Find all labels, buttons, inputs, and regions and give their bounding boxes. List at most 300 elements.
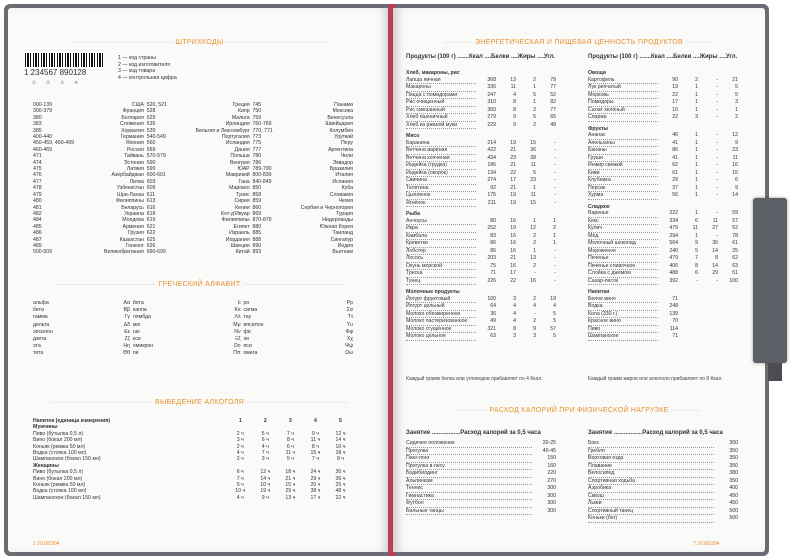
drink: Водка (стопка 100 мл) (33, 450, 87, 457)
alcohol-row (33, 495, 353, 501)
food-value: 19 (672, 84, 678, 90)
food-value: - (534, 310, 536, 317)
country: Тайвань (124, 153, 144, 160)
food-value: - (716, 139, 718, 146)
greek-row (33, 314, 353, 321)
letter-glyph: Μμ (233, 321, 241, 328)
food-group-title: Хлеб, макароны, рис (406, 70, 460, 76)
food-value: 16 (510, 240, 516, 246)
food-value: - (716, 147, 718, 153)
food-row (406, 270, 556, 278)
hours: 2 ч (236, 430, 244, 437)
country: Болгария (121, 114, 144, 121)
country: Казахстан (119, 236, 144, 243)
activity: Гребля (588, 448, 714, 456)
food-value: 13 (510, 76, 516, 83)
food-name: Свинина (406, 177, 476, 185)
food-value: 1 (553, 232, 556, 239)
food-row (588, 210, 738, 218)
sport-row (588, 455, 738, 463)
food-value: 2 (533, 262, 536, 269)
country: Чили (340, 153, 353, 160)
food-row (588, 240, 738, 248)
food-row (588, 192, 738, 200)
food-value: 4 (513, 310, 516, 317)
food-column-right (588, 66, 738, 341)
food-row (588, 278, 738, 286)
barcode-legend (118, 55, 177, 81)
food-value: 479 (669, 225, 678, 231)
calories: 500 (729, 515, 738, 521)
hours: 12 ч (260, 469, 271, 476)
food-value: 321 (487, 325, 496, 332)
food-value: 61 (672, 169, 678, 176)
country: Бельгия и Люксембург (195, 127, 250, 134)
food-name: Клубника (588, 177, 658, 185)
food-value: 2 (533, 240, 536, 246)
country: Уругвай (334, 134, 353, 141)
hours: 3 ч (261, 456, 269, 463)
food-value: - (716, 162, 718, 168)
food-name: Печенье (588, 255, 658, 263)
food-value: 5 (735, 84, 738, 90)
food-value: - (716, 76, 718, 83)
food-name: Баранина (406, 140, 476, 148)
food-value: 78 (732, 232, 738, 239)
left-page (8, 8, 391, 552)
country: Греция (232, 102, 250, 108)
food-name: Кекс (588, 218, 658, 226)
hours: 8 ч (336, 456, 344, 463)
food-value (698, 326, 718, 334)
code-range: 474 (33, 159, 42, 166)
sport-row (588, 515, 738, 523)
letter-glyph: Φφ (345, 328, 353, 335)
country: Египет (233, 223, 250, 230)
food-value: 1 (553, 240, 556, 246)
activity: Пинг-понг (406, 455, 532, 463)
code-range: 859 (249, 198, 262, 205)
food-value: 3 (533, 333, 536, 339)
code-range: 759 (249, 114, 262, 121)
food-value: 294 (669, 232, 678, 239)
country: Швейцария (325, 121, 353, 128)
letter-name: ипсилон (240, 321, 264, 328)
code-range: 603 (143, 178, 156, 185)
letter-name: пси (240, 343, 252, 350)
legend-line: 4 — контрольная цифра (118, 74, 177, 81)
food-name: Белое вино (588, 296, 658, 304)
country: Куба (341, 185, 353, 192)
code-range: 383 (33, 121, 42, 128)
food-name: Анчоусы (406, 218, 476, 226)
food-value: 2 (533, 295, 536, 302)
sport-row (406, 508, 556, 516)
country: Франция (122, 108, 144, 115)
hours: 6 ч (286, 443, 294, 450)
food-row (406, 225, 556, 233)
food-value: 2 (533, 106, 536, 113)
food-name: Бананы (588, 147, 658, 155)
food-value: 1 (695, 99, 698, 105)
food-value: - (534, 270, 536, 276)
food-name: Индейка (окорок) (406, 170, 476, 178)
food-row (406, 177, 556, 185)
calories: 220 (547, 470, 556, 476)
food-value: - (554, 262, 556, 269)
code-range: 869 (249, 210, 262, 217)
food-value: - (554, 184, 556, 191)
letter-glyph: Δδ (123, 321, 130, 328)
code-range: 478 (33, 185, 42, 192)
food-value: 479 (669, 255, 678, 261)
food-value: - (554, 255, 556, 261)
food-row (406, 147, 556, 155)
food-value: 12 (732, 132, 738, 138)
food-value (678, 311, 698, 319)
food-value: 139 (669, 310, 678, 317)
sport-row (406, 485, 556, 493)
food-name: Молочный шоколад (588, 240, 658, 248)
sport-column-right (588, 440, 738, 523)
code-range: 380 (33, 114, 42, 121)
food-value: 4 (513, 303, 516, 309)
food-value: - (696, 277, 698, 284)
food-row (588, 326, 738, 334)
food-row (588, 84, 738, 92)
country: Марокко (229, 185, 250, 192)
country: Италия (335, 172, 353, 179)
food-value: 1 (695, 147, 698, 153)
letter-glyph: Εε (124, 328, 130, 335)
food-row (588, 225, 738, 233)
food-value: 21 (510, 147, 516, 153)
country: Филиппины (221, 217, 250, 224)
food-name: Печенье сливочное (588, 263, 658, 271)
activity: Футбол (406, 500, 532, 508)
country: Великобритания (104, 249, 144, 256)
food-value: 1 (695, 132, 698, 138)
sport-row (406, 478, 556, 486)
food-value: 11 (732, 154, 738, 161)
country: Турция (336, 210, 353, 217)
food-row (588, 107, 738, 115)
hours: 7 ч (236, 475, 244, 482)
food-group-title: Напитки (588, 289, 610, 295)
food-row (588, 296, 738, 304)
code-range: 760-769 (249, 121, 272, 128)
hours: 3 ч (236, 437, 244, 444)
food-value: - (716, 210, 718, 216)
code-range: 890 (249, 242, 262, 249)
sport-row (406, 463, 556, 471)
food-value: 1 (533, 184, 536, 191)
food-value: 51 (732, 270, 738, 276)
country: Таиланд (332, 230, 353, 237)
food-value: 2 (533, 76, 536, 83)
code-range: 800-839 (249, 172, 272, 179)
drink: Водка (стопка 100 мл) (33, 488, 87, 495)
food-row (588, 255, 738, 263)
code-range: 599 (143, 166, 156, 173)
food-value (678, 326, 698, 334)
country: Гана (238, 178, 250, 185)
country: Ирландия (225, 121, 250, 128)
food-value: 2 (533, 121, 536, 128)
food-name: Помидоры (588, 99, 658, 107)
food-name: Слойка с джемом (588, 270, 658, 278)
hours: 22 ч (335, 494, 346, 501)
country: Армения (122, 223, 144, 230)
food-row (406, 278, 556, 286)
sport-header-1: Занятие .................Расход калорий за 0,5 часа (406, 430, 541, 436)
food-name: Йогурт фруктовый (406, 296, 476, 304)
food-value: 62 (672, 162, 678, 168)
hours: 18 ч (335, 450, 346, 457)
code-range: 858 (249, 191, 262, 198)
country: Тунис (235, 191, 250, 198)
food-value: 79 (550, 76, 556, 83)
code-range: 789-790 (249, 166, 272, 173)
calories: 150 (547, 455, 556, 461)
food-name: Телятина (406, 185, 476, 193)
food-value: 19 (510, 225, 516, 231)
food-value (718, 296, 738, 304)
legend-line: 1 — код страны (118, 55, 156, 61)
letter-glyph: Ζζ (124, 336, 130, 343)
food-row (588, 270, 738, 278)
hours: 29 ч (285, 488, 296, 495)
country: Венгрия (229, 159, 250, 166)
hours: 7 ч (311, 456, 319, 463)
food-value: 71 (672, 333, 678, 339)
food-row (406, 200, 556, 208)
food-row (406, 218, 556, 226)
greek-row (33, 307, 353, 314)
letter-glyph: Ββ (123, 307, 130, 314)
letter-glyph: Ξξ (234, 336, 241, 343)
food-row (406, 84, 556, 92)
hours: 6 ч (261, 437, 269, 444)
sport-header-2: Занятие .................Расход калорий за 0,5 часа (588, 430, 723, 436)
barcode-section-title: —————————————— ШТРИХКОДЫ —————————————— (71, 39, 328, 46)
food-value: 64 (490, 303, 496, 309)
food-name: Ветчина варёная (406, 147, 476, 155)
code-range: 450-459, 490-499 (33, 140, 74, 147)
food-row (406, 240, 556, 248)
food-value: - (554, 162, 556, 168)
code-range: 745 (249, 102, 262, 108)
food-value: 77 (550, 84, 556, 90)
activity: Бодибилдинг (406, 470, 532, 478)
food-name: Мёд (588, 233, 658, 241)
food-value: 1 (695, 210, 698, 216)
food-value: 360 (487, 106, 496, 113)
barcode-country-table (33, 102, 353, 256)
sport-row (588, 478, 738, 486)
food-section-title: ———— ЭНЕРГЕТИЧЕСКАЯ И ПИЩЕВАЯ ЦЕННОСТЬ ПРОДУКТОВ ———— (443, 39, 715, 46)
food-note-protein: Каждый грамм белка или углеводов прибавляет по 4 Ккал. (406, 376, 543, 382)
food-value: 80 (490, 217, 496, 224)
food-value: 422 (487, 147, 496, 153)
activity: Теннис (406, 485, 532, 493)
food-value: 229 (487, 121, 496, 128)
food-value (718, 303, 738, 311)
food-value: 1 (695, 184, 698, 191)
food-row (588, 233, 738, 241)
food-value: 16 (530, 277, 536, 284)
code-range: 880 (249, 223, 262, 230)
food-name: Ананас (588, 132, 658, 140)
food-value: 21 (510, 184, 516, 191)
country: Мексика (332, 108, 353, 115)
country: Панама (334, 102, 353, 108)
food-row (406, 263, 556, 271)
food-value: 49 (490, 318, 496, 324)
country: Аргентина (328, 146, 353, 153)
food-value (718, 326, 738, 334)
food-value: - (716, 84, 718, 90)
food-value: 37 (672, 184, 678, 191)
letter-glyph: Νν (234, 328, 241, 335)
food-name: Хурма (588, 192, 658, 200)
drink: Пиво (бутылка 0,5 л) (33, 469, 84, 476)
food-value: 406 (669, 262, 678, 269)
country: Шри-Ланка (117, 191, 144, 198)
country: Венесуэла (327, 114, 353, 121)
letter-name: пи (129, 350, 139, 357)
food-value: 1 (695, 192, 698, 198)
activity: Спортивная ходьба (588, 478, 714, 486)
food-value: 16 (510, 262, 516, 269)
activity: Сидячее положение (406, 440, 532, 448)
food-value: - (716, 232, 718, 239)
letter-glyph: Ππ (233, 350, 241, 357)
food-value: 63 (732, 262, 738, 269)
food-name: Морковь (588, 92, 658, 100)
food-value: 48 (550, 121, 556, 128)
activity: Велосипед (588, 470, 714, 478)
code-range: 611 (143, 191, 156, 198)
food-value: - (716, 169, 718, 176)
food-name: Хлеб из ржаной муки (406, 122, 476, 130)
food-value: 134 (487, 169, 496, 176)
activity: Верховая езда (588, 455, 714, 463)
letter-name: дельта (33, 321, 50, 328)
country: Исландия (225, 140, 250, 147)
food-value: - (716, 177, 718, 183)
food-value: 19 (510, 139, 516, 146)
food-row (406, 318, 556, 326)
code-range: 888 (249, 236, 262, 243)
food-value: 392 (669, 277, 678, 284)
food-value: 5 (695, 247, 698, 254)
food-name: Индейка (грудка) (406, 162, 476, 170)
greek-row (33, 336, 353, 343)
hours: 48 ч (335, 488, 346, 495)
calories: 40-45 (542, 447, 556, 454)
food-row (588, 132, 738, 140)
food-value: 214 (487, 139, 496, 146)
food-value: 4 (553, 303, 556, 309)
activity: Аэробика (588, 485, 714, 493)
food-name: Молоко обезжиренное (406, 311, 476, 319)
code-range: 860 (249, 204, 262, 211)
food-value (718, 333, 738, 341)
code-range: 690-699 (143, 249, 166, 256)
food-name: Киви (588, 170, 658, 178)
hours: 10 ч (260, 482, 271, 489)
calories: 270 (547, 477, 556, 484)
code-range: 600-601 (143, 172, 166, 179)
food-name: Варенье (588, 210, 658, 218)
sport-row (588, 440, 738, 448)
hours: 21 ч (285, 475, 296, 482)
food-value: 2 (735, 114, 738, 120)
letter-name: бета (33, 307, 44, 314)
food-name: Кола (330 г.) (588, 311, 658, 319)
food-name: Водка (588, 303, 658, 311)
food-row (588, 114, 738, 122)
hours: 4 ч (236, 450, 244, 457)
country: Южная Корея (319, 223, 353, 230)
food-value: 1 (735, 106, 738, 113)
code-range: 626 (143, 242, 156, 249)
country: Иордания (225, 236, 250, 243)
food-value: 252 (487, 225, 496, 231)
letter-name: эта (33, 343, 41, 350)
food-value: 279 (487, 114, 496, 120)
country: Индия (337, 242, 353, 249)
food-value (678, 303, 698, 311)
hours: 11 ч (310, 437, 321, 444)
code-range: 487 (33, 236, 42, 243)
greek-alphabet-table (33, 300, 353, 358)
food-value: 71 (490, 270, 496, 276)
food-value: - (716, 132, 718, 138)
food-name: Лук репчатый (588, 84, 658, 92)
food-value: 22 (672, 91, 678, 98)
food-row (406, 303, 556, 311)
food-name: Цыпленок (406, 192, 476, 200)
hours: 4 ч (261, 443, 269, 450)
food-value: 1 (553, 217, 556, 224)
food-value: 17 (672, 99, 678, 105)
sport-section-title: ———— РАСХОД КАЛОРИЙ ПРИ ФИЗИЧЕСКОЙ НАГРУЗКЕ ———— (457, 407, 701, 414)
letter-glyph: Χχ (346, 336, 353, 343)
code-range: 590 (143, 159, 156, 166)
letter-name: ро (240, 300, 250, 306)
food-value: 4 (513, 318, 516, 324)
food-row (406, 77, 556, 85)
food-column-left (406, 66, 556, 341)
calories: 300 (547, 507, 556, 514)
food-value: - (716, 184, 718, 191)
country: Россия (126, 146, 144, 153)
food-row (588, 92, 738, 100)
food-value: 5 (735, 91, 738, 98)
sport-column-left (406, 440, 556, 515)
food-row (406, 233, 556, 241)
food-group-title: Сладкое (588, 203, 610, 210)
food-value: 21 (732, 76, 738, 83)
code-range: 475 (33, 166, 42, 173)
hours: 30 ч (335, 469, 346, 476)
food-value: - (716, 154, 718, 161)
calories: 300 (729, 440, 738, 446)
food-value: 41 (672, 154, 678, 161)
hours: 18 ч (285, 469, 296, 476)
